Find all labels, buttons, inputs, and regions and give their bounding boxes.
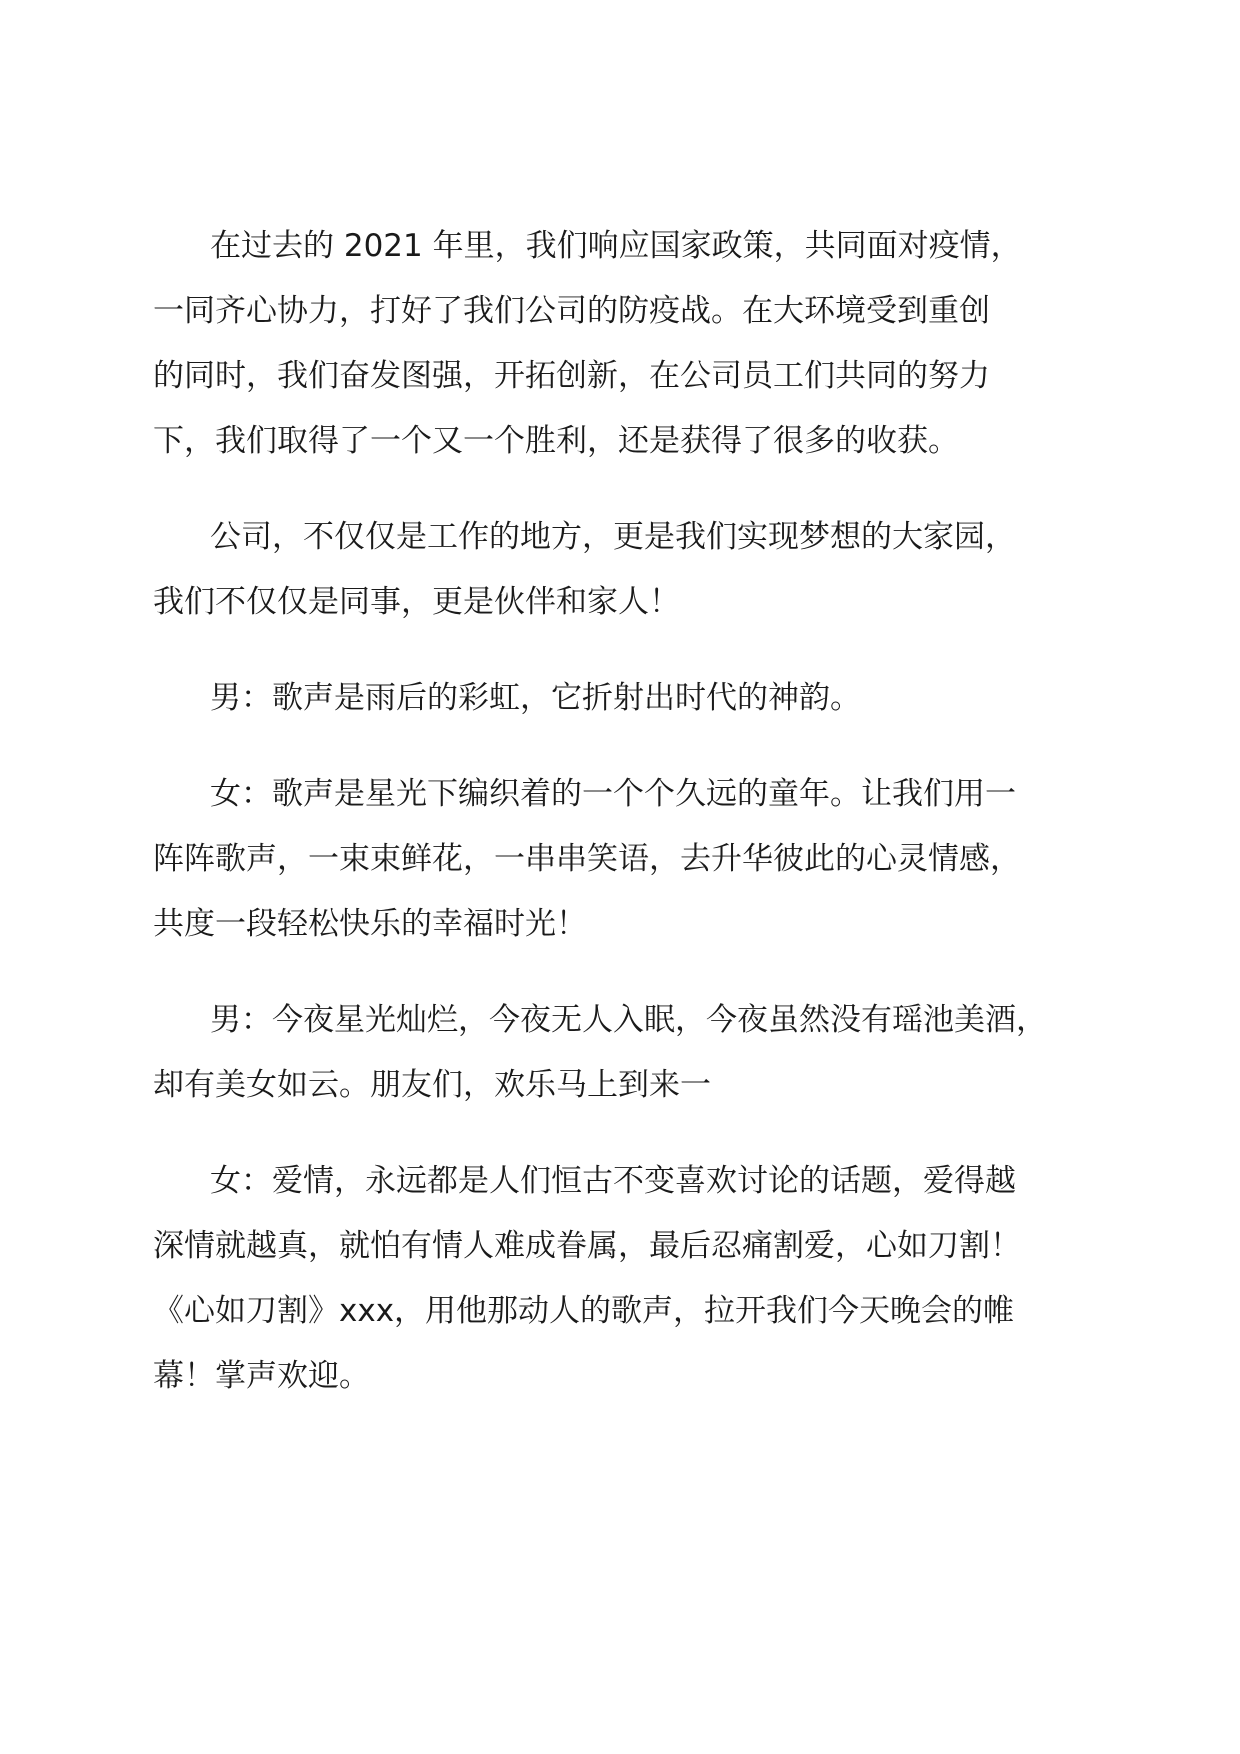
paragraph-line: 深情就越真，就怕有情人难成眷属，最后忍痛割爱，心如刀割！ <box>153 1228 1021 1264</box>
paragraph-female-host-1 <box>153 762 1093 957</box>
paragraph-male-host-1 <box>153 666 1093 731</box>
document-body <box>153 214 1093 1440</box>
paragraph-opening <box>153 214 1093 474</box>
paragraph-line: 《心如刀割》xxx，用他那动人的歌声，拉开我们今天晚会的帷 <box>153 1293 1015 1329</box>
paragraph-line: 女：歌声是星光下编织着的一个个久远的童年。让我们用一 <box>210 776 1016 812</box>
paragraph-line: 在过去的 2021 年里，我们响应国家政策，共同面对疫情， <box>210 228 1022 264</box>
paragraph-male-host-2 <box>153 988 1093 1118</box>
paragraph-line: 下，我们取得了一个又一个胜利，还是获得了很多的收获。 <box>153 423 959 459</box>
paragraph-line: 的同时，我们奋发图强，开拓创新，在公司员工们共同的努力 <box>153 358 990 394</box>
paragraph-line: 我们不仅仅是同事，更是伙伴和家人！ <box>153 584 680 620</box>
paragraph-company <box>153 505 1093 635</box>
paragraph-line: 男：今夜星光灿烂，今夜无人入眠，今夜虽然没有瑶池美酒， <box>210 1002 1047 1038</box>
paragraph-line: 阵阵歌声，一束束鲜花，一串串笑语，去升华彼此的心灵情感， <box>153 841 1021 877</box>
paragraph-line: 共度一段轻松快乐的幸福时光！ <box>153 906 587 942</box>
paragraph-female-host-2 <box>153 1149 1093 1409</box>
paragraph-line: 幕！掌声欢迎。 <box>153 1358 370 1394</box>
paragraph-line: 一同齐心协力，打好了我们公司的防疫战。在大环境受到重创 <box>153 293 990 329</box>
paragraph-line: 公司，不仅仅是工作的地方，更是我们实现梦想的大家园， <box>210 519 1016 555</box>
paragraph-line: 却有美女如云。朋友们，欢乐马上到来一 <box>153 1067 711 1103</box>
paragraph-line: 女：爱情，永远都是人们恒古不变喜欢讨论的话题，爱得越 <box>210 1163 1016 1199</box>
paragraph-line: 男：歌声是雨后的彩虹，它折射出时代的神韵。 <box>210 680 861 716</box>
